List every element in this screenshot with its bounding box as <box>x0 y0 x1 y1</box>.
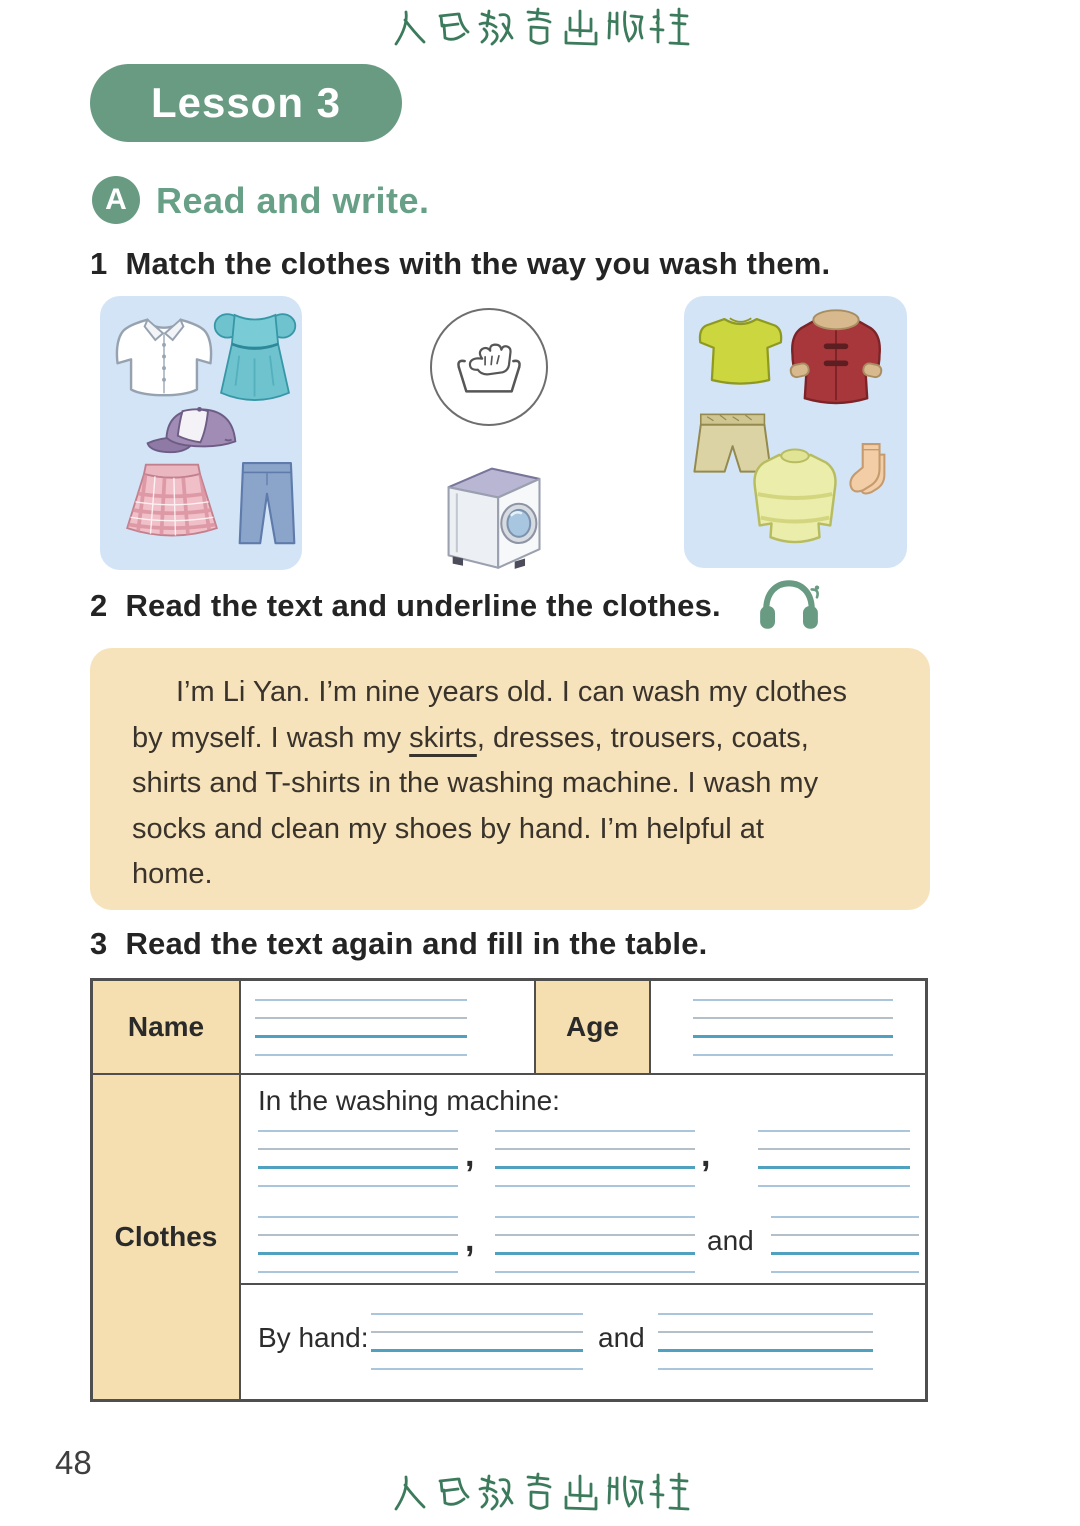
by-hand-heading: By hand: <box>258 1322 369 1353</box>
table-hline-row1 <box>93 1073 925 1075</box>
publisher-footer <box>0 1470 1080 1518</box>
reading-passage-box <box>90 648 930 910</box>
clothes-blank-3[interactable] <box>758 1130 910 1188</box>
activity2-number: 2 <box>90 588 108 623</box>
clothes-blank-6[interactable] <box>771 1216 919 1274</box>
hand-wash-icon <box>430 308 548 426</box>
lesson-badge: Lesson 3 <box>90 64 402 142</box>
activity3-number: 3 <box>90 926 108 961</box>
clothes-blank-5[interactable] <box>495 1216 695 1274</box>
passage-text-after: , dresses, trousers, coats, shirts and T-shirts in the washing machine. I wash my socks and clean my shoes by hand. I’m helpful at home. <box>132 721 819 890</box>
by-hand-blank-1[interactable] <box>371 1313 583 1371</box>
comma-3: , <box>465 1221 475 1259</box>
table-vline-age-left <box>534 981 536 1073</box>
clothes-blank-1[interactable] <box>258 1130 458 1188</box>
and-label-2: and <box>598 1322 645 1353</box>
table-vline-labels <box>239 981 241 1399</box>
headphones-icon[interactable] <box>754 576 824 641</box>
activity3-heading <box>90 926 707 962</box>
table-name-label: Name <box>93 981 239 1073</box>
socks-illustration <box>844 440 902 513</box>
coat-illustration <box>784 304 888 421</box>
comma-2: , <box>701 1136 711 1174</box>
activity2-instruction: Read the text and underline the clothes. <box>125 588 721 623</box>
activity3-instruction: Read the text again and fill in the table. <box>125 926 708 961</box>
publisher-header <box>0 6 1080 52</box>
passage-text-before: I’m Li Yan. I’m nine years old. I can wash my clothes by myself. I wash my <box>132 676 848 754</box>
activity2-heading <box>90 588 721 624</box>
activity1-heading <box>90 246 830 282</box>
clothes-box-left <box>100 296 302 570</box>
calligraphy-icon <box>390 1470 690 1518</box>
washing-machine-illustration <box>436 450 550 579</box>
table-age-label: Age <box>536 981 649 1073</box>
activity1-instruction: Match the clothes with the way you wash them. <box>125 246 831 281</box>
skirt-illustration <box>116 458 228 551</box>
and-label-1: and <box>707 1225 754 1256</box>
sweater-illustration <box>746 442 844 557</box>
clothes-blank-4[interactable] <box>258 1216 458 1274</box>
fill-in-table <box>90 978 928 1402</box>
comma-1: , <box>465 1136 475 1174</box>
tshirt-illustration <box>694 310 788 395</box>
table-hline-subrow <box>241 1283 925 1285</box>
section-title: Read and write. <box>156 180 430 221</box>
trousers-illustration <box>238 452 296 561</box>
by-hand-blank-2[interactable] <box>658 1313 873 1371</box>
calligraphy-icon <box>390 6 690 52</box>
section-letter-badge: A <box>92 176 140 224</box>
name-answer-blank[interactable] <box>255 999 467 1057</box>
table-clothes-label: Clothes <box>93 1075 239 1399</box>
reading-passage <box>132 670 850 898</box>
washing-machine-heading: In the washing machine: <box>258 1085 560 1116</box>
page-number: 48 <box>55 1444 92 1481</box>
table-vline-age-right <box>649 981 651 1073</box>
passage-underlined-word: skirts <box>409 721 477 754</box>
white-shirt-illustration <box>110 310 218 407</box>
activity1-number: 1 <box>90 246 108 281</box>
clothes-box-right <box>684 296 907 568</box>
clothes-blank-2[interactable] <box>495 1130 695 1188</box>
age-answer-blank[interactable] <box>693 999 893 1057</box>
